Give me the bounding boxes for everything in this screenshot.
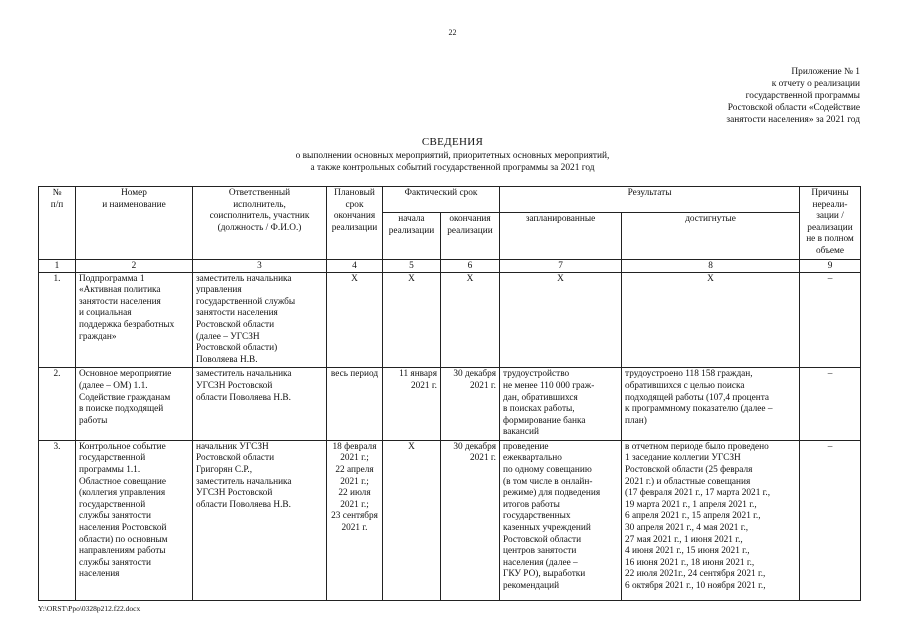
cell-planned-results: проведение ежеквартально по одному совещанию (в том числе в онлайн- режиме) для подведения итогов работы государственных казенных учреждений Ростовской области центров занятости населения (далее – ГКУ РО), выработки рекомендаций <box>500 440 622 600</box>
cell-fact-start: Х <box>383 440 441 600</box>
appendix-line: Приложение № 1 <box>791 67 860 77</box>
cell-planned: Х <box>327 272 383 368</box>
results-table <box>38 186 861 601</box>
cell-fact-start: Х <box>383 272 441 368</box>
cell-fact-end: 30 декабря 2021 г. <box>441 368 500 441</box>
table-row <box>39 368 861 441</box>
header-name: Номер и наименование <box>76 187 193 260</box>
cell-no: 1. <box>39 272 76 368</box>
cell-achieved: трудоустроено 118 158 граждан, обратившихся с целью поиска подходящей работы (107,4 процента к программному показателю (далее – план) <box>622 368 800 441</box>
header-no: № п/п <box>39 187 76 260</box>
subtitle-line: о выполнении основных мероприятий, приоритетных основных мероприятий, <box>295 151 610 161</box>
cell-name: Контрольное событие государственной программы 1.1. Областное совещание (коллегия управления государственной службы занятости населения Ростовской области) по основным направлениям работы службы занятости населения <box>76 440 193 600</box>
cell-name: Основное мероприятие (далее – ОМ) 1.1. Содействие гражданам в поиске подходящей работы <box>76 368 193 441</box>
cell-planned-results: Х <box>500 272 622 368</box>
column-number: 8 <box>622 259 800 272</box>
cell-planned-results: трудоустройство не менее 110 000 граж- дан, обратившихся в поисках работы, формирование банка вакансий <box>500 368 622 441</box>
subtitle-line: а также контрольных событий государственной программы за 2021 год <box>310 162 595 173</box>
column-number: 3 <box>193 259 327 272</box>
cell-responsible: начальник УГСЗН Ростовской области Григорян С.Р., заместитель начальника УГСЗН Ростовской области Поволяева Н.В. <box>193 440 327 600</box>
header-fact-end: окончания реализации <box>441 212 500 259</box>
appendix-line: государственной программы <box>745 91 860 101</box>
column-number: 7 <box>500 259 622 272</box>
table-row <box>39 440 861 600</box>
appendix-line: занятости населения» за 2021 год <box>726 115 860 125</box>
document-title: СВЕДЕНИЯ <box>421 136 484 148</box>
header-achieved-results: достигнутые <box>622 212 800 259</box>
cell-reasons: – <box>800 272 861 368</box>
header-responsible: Ответственный исполнитель, соисполнитель, участник (должность / Ф.И.О.) <box>193 187 327 260</box>
header-planned-deadline: Плановый срок окончания реализации <box>327 187 383 260</box>
column-number-row <box>39 259 861 272</box>
header-planned-results: запланированные <box>500 212 622 259</box>
cell-planned: весь период <box>327 368 383 441</box>
cell-planned: 18 февраля 2021 г.; 22 апреля 2021 г.; 22 июля 2021 г.; 23 сентября 2021 г. <box>327 440 383 600</box>
column-number: 5 <box>383 259 441 272</box>
cell-reasons: – <box>800 440 861 600</box>
appendix-line: к отчету о реализации <box>771 79 860 89</box>
file-path-footer: Y:\ORST\Ppo\0328p212.f22.docx <box>38 604 141 613</box>
appendix-line: Ростовской области «Содействие <box>727 103 860 113</box>
cell-no: 2. <box>39 368 76 441</box>
column-number: 2 <box>76 259 193 272</box>
cell-no: 3. <box>39 440 76 600</box>
header-results: Результаты <box>500 187 800 213</box>
appendix-block <box>690 66 860 126</box>
cell-achieved: Х <box>622 272 800 368</box>
column-number: 4 <box>327 259 383 272</box>
column-number: 1 <box>39 259 76 272</box>
page-number: 22 <box>448 28 457 37</box>
cell-name: Подпрограмма 1 «Активная политика занятости населения и социальная поддержка безработных граждан» <box>76 272 193 368</box>
header-actual-deadline: Фактический срок <box>383 187 500 213</box>
cell-fact-start: 11 января 2021 г. <box>383 368 441 441</box>
column-number: 6 <box>441 259 500 272</box>
table-row <box>39 272 861 368</box>
cell-reasons: – <box>800 368 861 441</box>
header-reasons: Причины нереали- зации / реализации не в полном объеме <box>800 187 861 260</box>
cell-responsible: заместитель начальника УГСЗН Ростовской области Поволяева Н.В. <box>193 368 327 441</box>
document-subtitle <box>0 151 905 174</box>
cell-responsible: заместитель начальника управления государственной службы занятости населения Ростовской области (далее – УГСЗН Ростовской области) Поволяева Н.В. <box>193 272 327 368</box>
header-fact-start: начала реализации <box>383 212 441 259</box>
cell-achieved: в отчетном периоде было проведено 1 заседание коллегии УГСЗН Ростовской области (25 февраля 2021 г.) и областные совещания (17 февраля 2021 г., 17 марта 2021 г., 19 марта 2021 г., 1 апреля 2021 г., 6 апреля 2021 г., 15 апреля 2021 г., 30 апреля 2021 г., 4 мая 2021 г., 27 мая 2021 г., 1 июня 2021 г., 4 июня 2021 г., 15 июня 2021 г., 16 июня 2021 г., 18 июня 2021 г., 22 июля 2021г., 24 сентября 2021 г., 6 октября 2021 г., 10 ноября 2021 г., <box>622 440 800 600</box>
cell-fact-end: Х <box>441 272 500 368</box>
column-number: 9 <box>800 259 861 272</box>
cell-fact-end: 30 декабря 2021 г. <box>441 440 500 600</box>
